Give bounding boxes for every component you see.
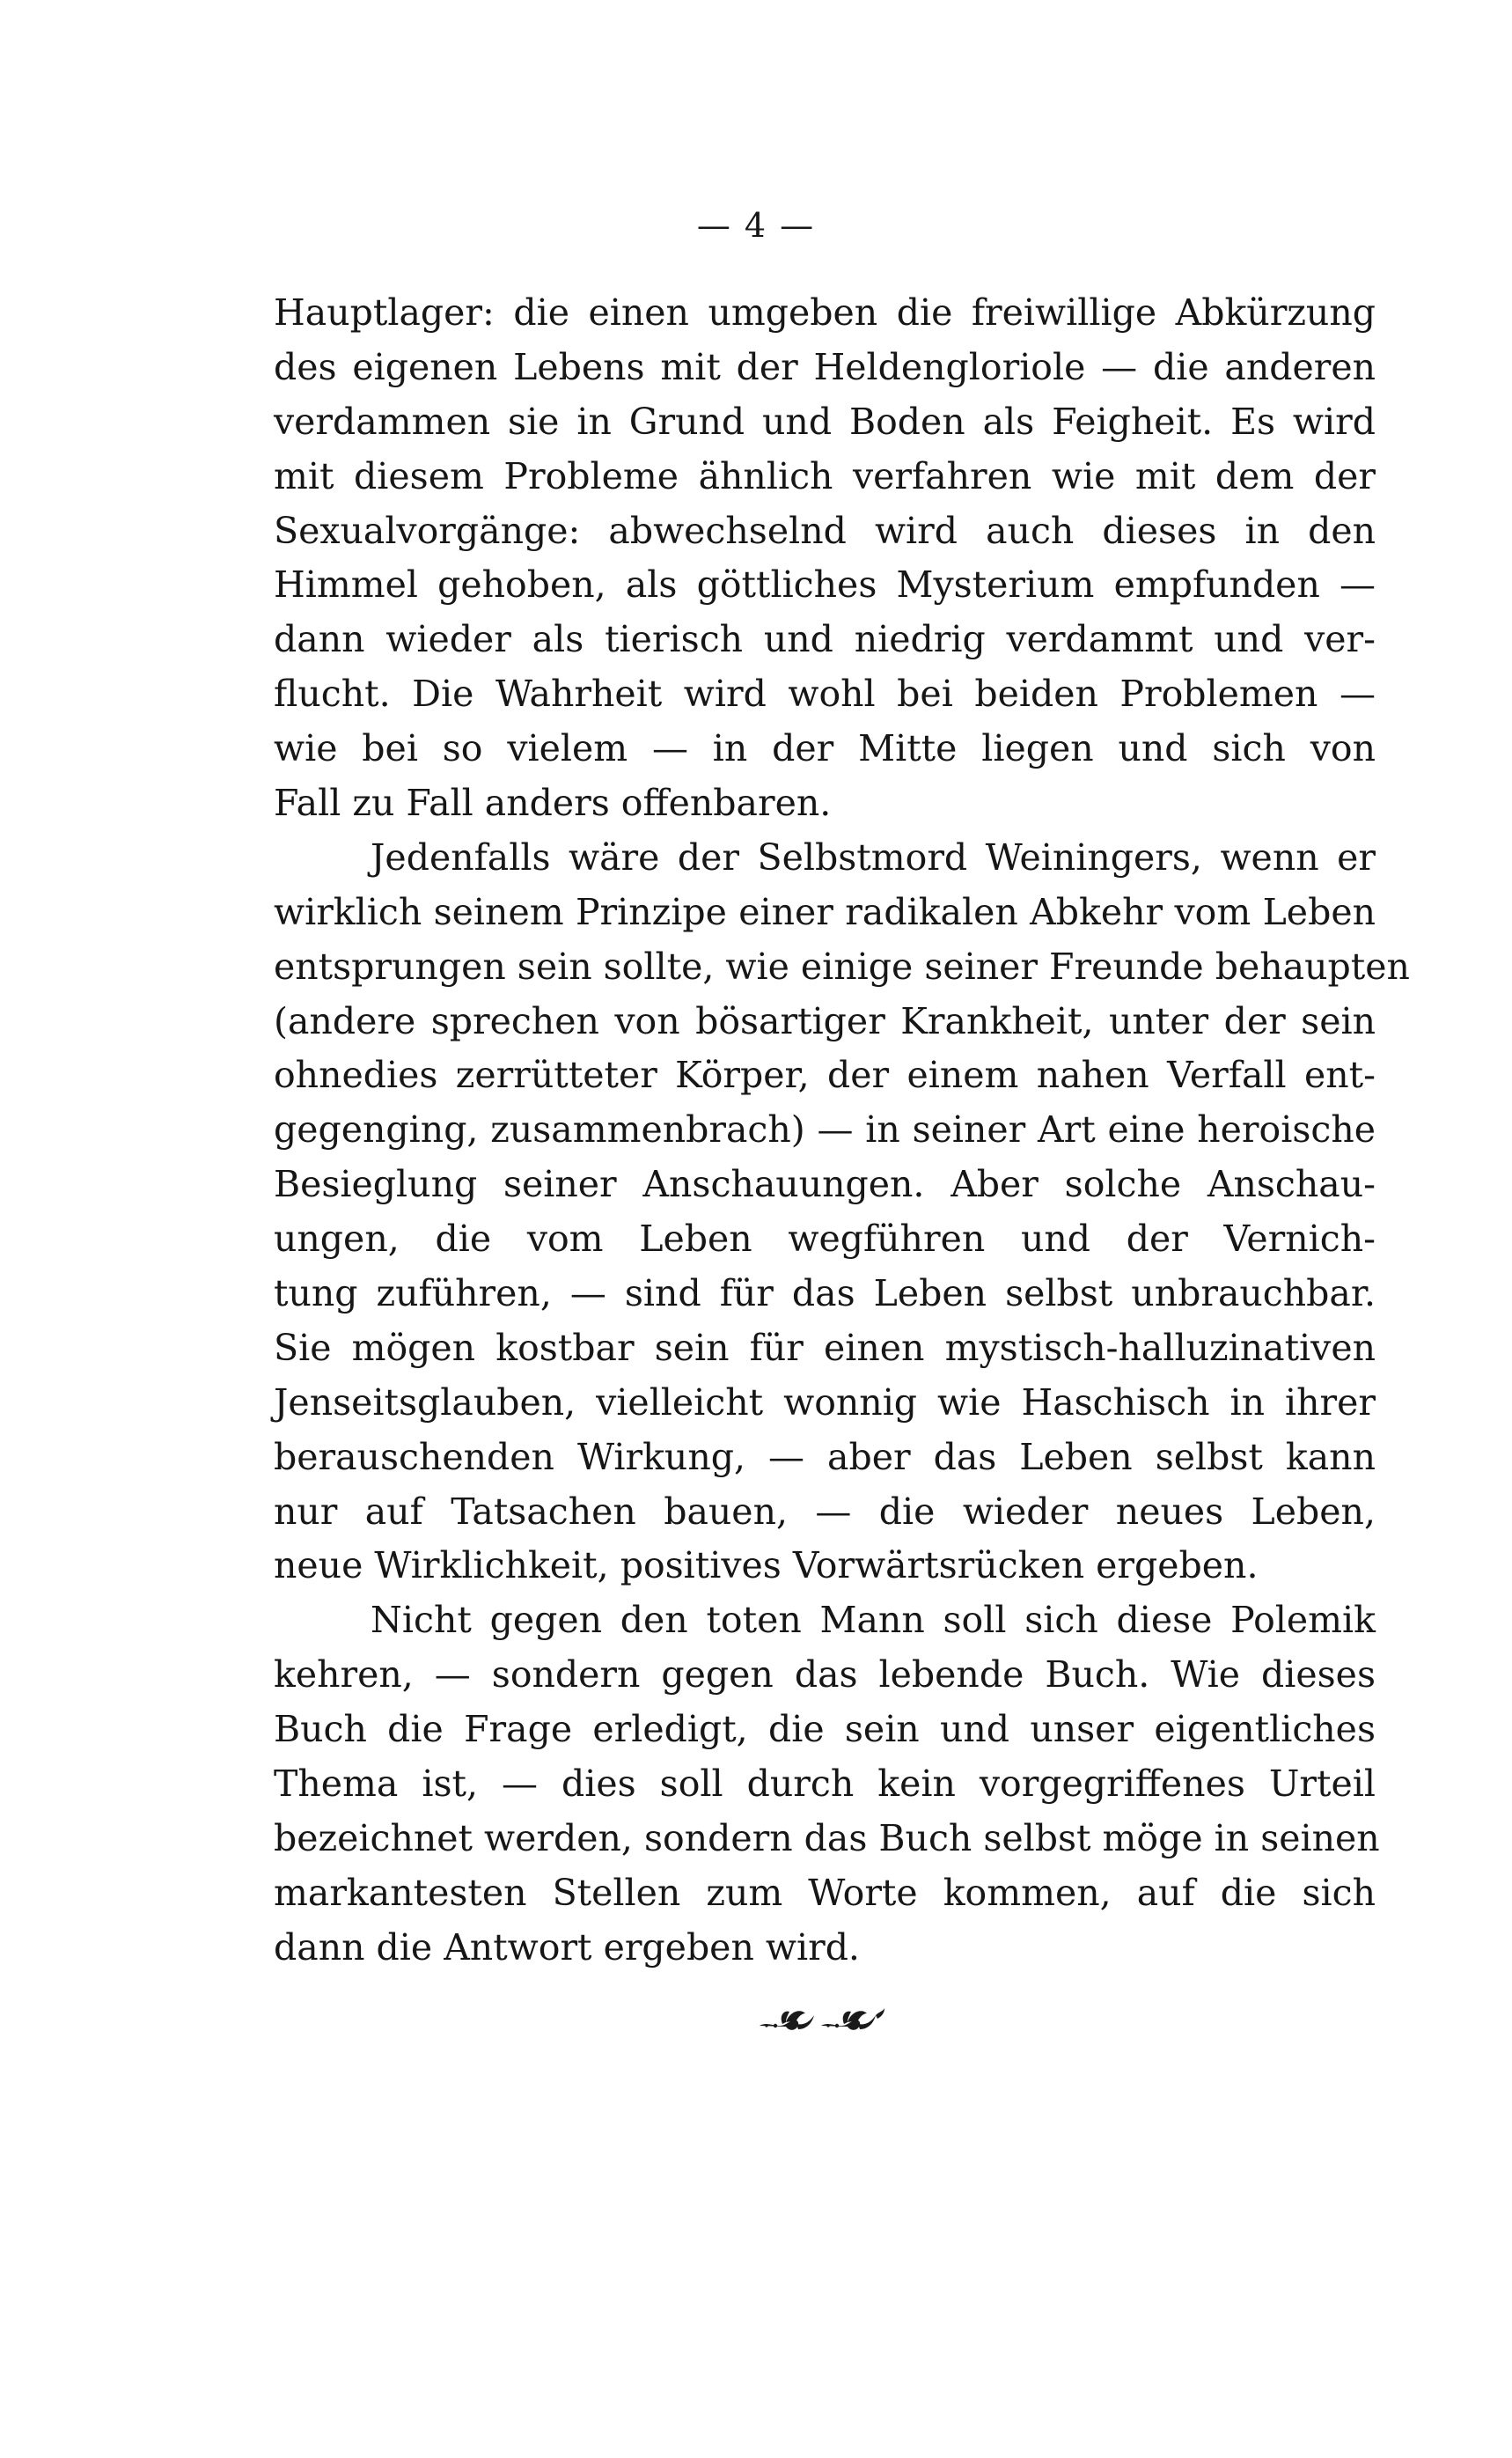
text-line: kehren, — sondern gegen das lebende Buch. Wie dieses (274, 1653, 1376, 1696)
text-line: ohnedies zerrütteter Körper, der einem nahen Verfall ent- (274, 1054, 1376, 1097)
fleuron-ornament-icon (756, 2003, 888, 2038)
text-line: neue Wirklichkeit, positives Vorwärtsrücken ergeben. (274, 1544, 1259, 1587)
text-line: nur auf Tatsachen bauen, — die wieder neues Leben, (274, 1490, 1376, 1533)
text-line: flucht. Die Wahrheit wird wohl bei beiden Problemen — (274, 673, 1376, 716)
text-line: wirklich seinem Prinzipe einer radikalen Abkehr vom Leben (274, 890, 1376, 933)
text-line: tung zuführen, — sind für das Leben selbst unbrauchbar. (274, 1272, 1376, 1315)
text-line: ungen, die vom Leben wegführen und der Vernich- (274, 1218, 1376, 1261)
text-line: (andere sprechen von bösartiger Krankheit, unter der sein (274, 999, 1376, 1042)
body-text (274, 286, 1410, 1976)
text-line: des eigenen Lebens mit der Heldengloriole — die anderen (274, 345, 1376, 388)
text-line: bezeichnet werden, sondern das Buch selbst möge in seinen (274, 1816, 1380, 1859)
text-line: gegenging, zusammenbrach) — in seiner Art eine heroische (274, 1108, 1376, 1152)
paragraph-2 (274, 831, 1410, 1593)
text-line: wie bei so vielem — in der Mitte liegen und sich von (274, 727, 1376, 770)
text-line: verdammen sie in Grund und Boden als Feigheit. Es wird (274, 400, 1376, 443)
text-line: Himmel gehoben, als göttliches Mysterium empfunden — (274, 563, 1376, 607)
text-line: Sie mögen kostbar sein für einen mystisch-halluzinativen (274, 1326, 1376, 1369)
text-line: dann wieder als tierisch und niedrig verdammt und ver- (274, 618, 1376, 661)
text-line: markantesten Stellen zum Worte kommen, auf die sich (274, 1871, 1376, 1914)
paragraph-1 (274, 286, 1376, 831)
text-line: Hauptlager: die einen umgeben die freiwillige Abkürzung (274, 291, 1376, 334)
text-line: Fall zu Fall anders offenbaren. (274, 782, 832, 825)
text-line: berauschenden Wirkung, — aber das Leben selbst kann (274, 1435, 1376, 1478)
text-line: Jenseitsglauben, vielleicht wonnig wie Haschisch in ihrer (274, 1380, 1376, 1424)
text-line: Thema ist, — dies soll durch kein vorgegriffenes Urteil (274, 1763, 1376, 1806)
paragraph-3 (274, 1593, 1380, 1975)
text-line: dann die Antwort ergeben wird. (274, 1925, 860, 1969)
text-line: Nicht gegen den toten Mann soll sich diese Polemik (371, 1599, 1376, 1642)
text-line: entsprungen sein sollte, wie einige seiner Freunde behaupten (274, 945, 1410, 988)
text-line: Besieglung seiner Anschauungen. Aber solche Anschau- (274, 1163, 1376, 1206)
text-line: Jedenfalls wäre der Selbstmord Weiningers, wenn er (371, 835, 1376, 879)
text-line: Sexualvorgänge: abwechselnd wird auch dieses in den (274, 509, 1376, 552)
text-line: Buch die Frage erledigt, die sein und unser eigentliches (274, 1708, 1376, 1751)
page-number: — 4 — (696, 206, 816, 245)
text-line: mit diesem Probleme ähnlich verfahren wie mit dem der (274, 454, 1376, 497)
